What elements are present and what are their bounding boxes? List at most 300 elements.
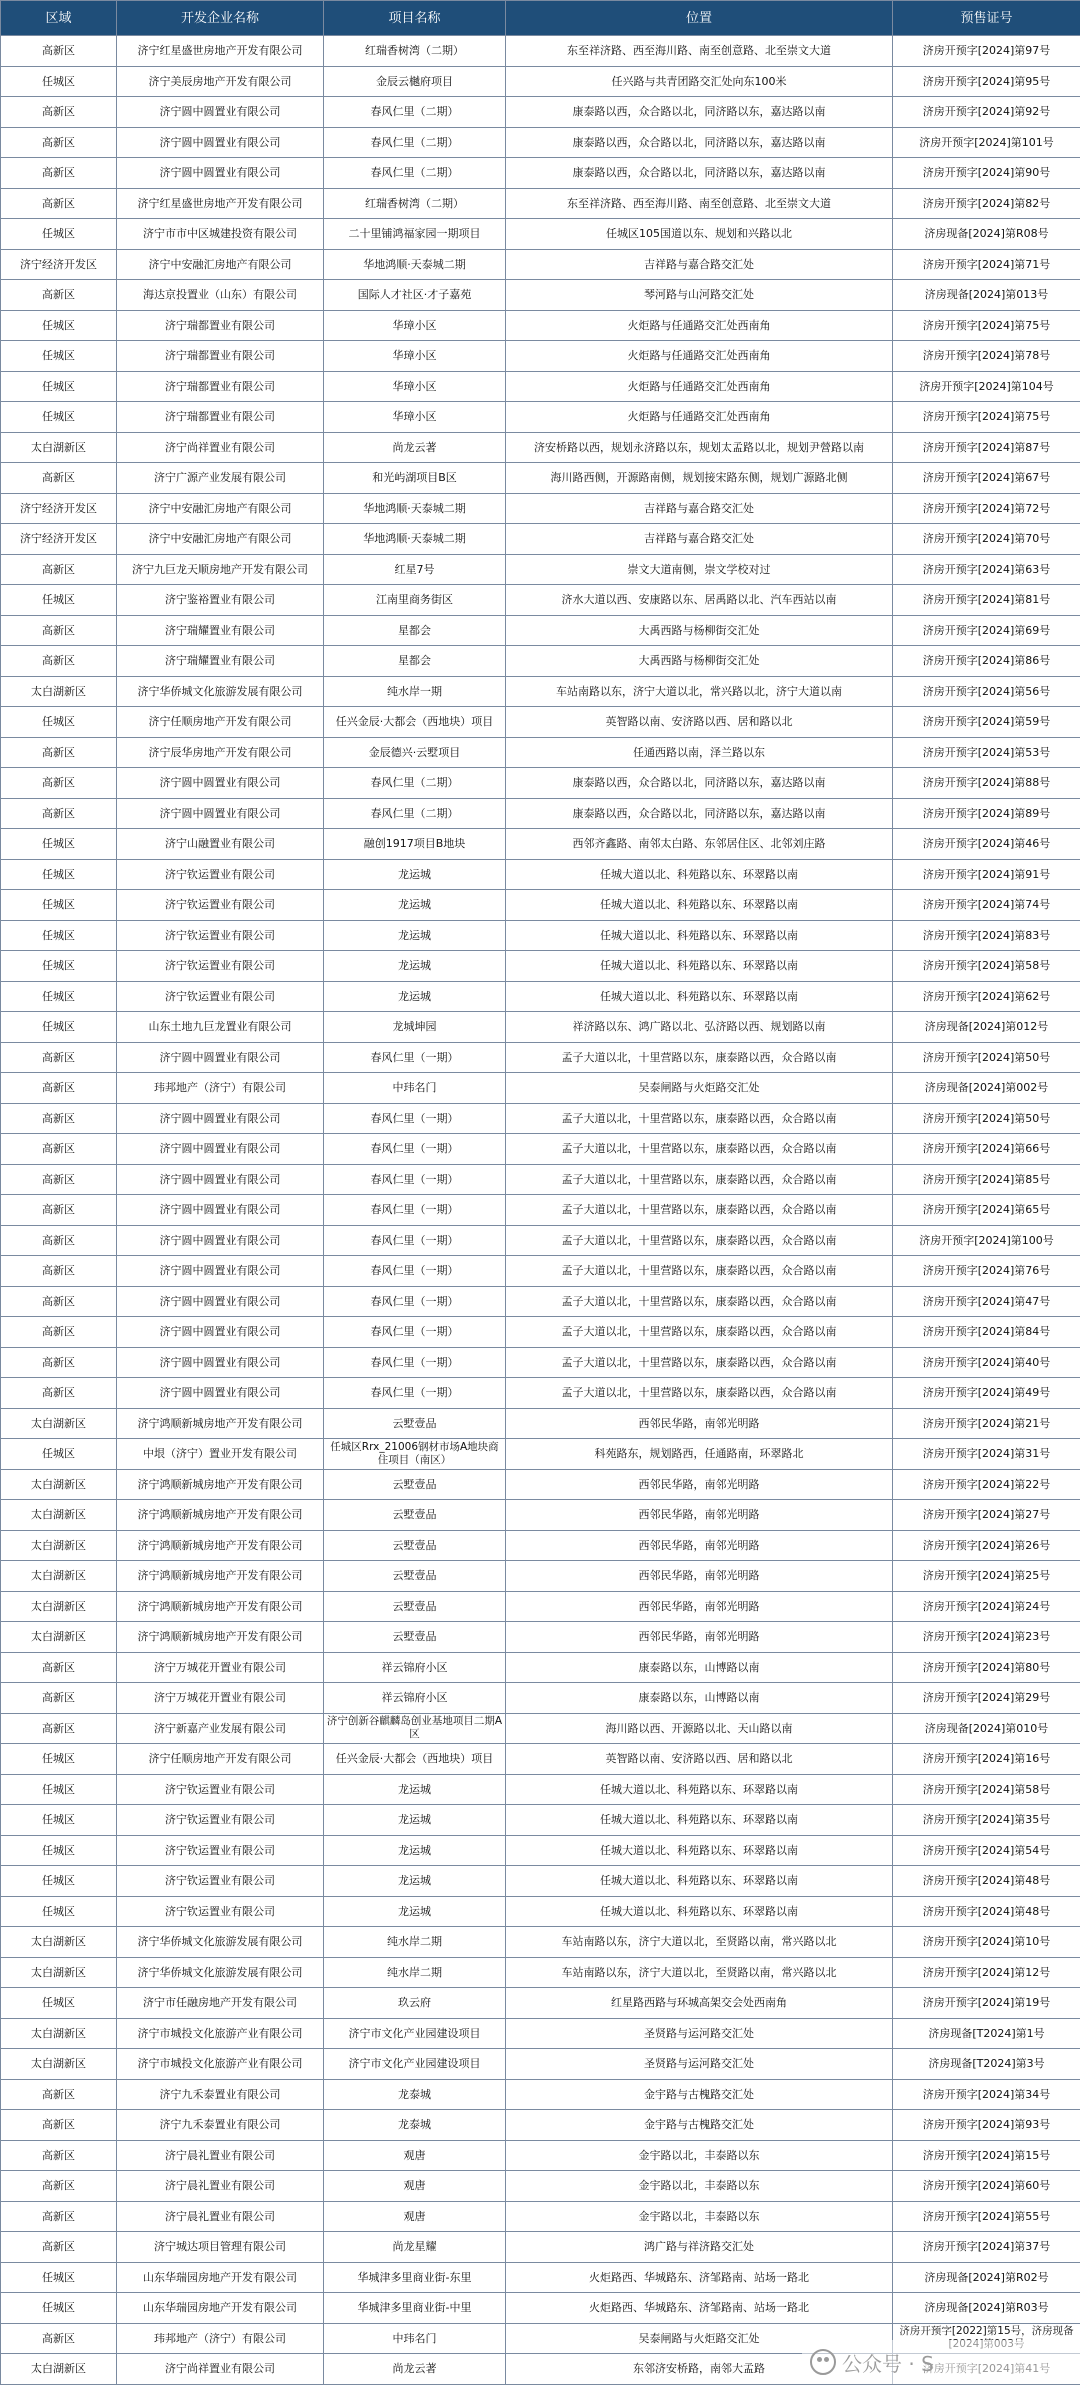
cell-location: 吉祥路与嘉合路交汇处 [506, 249, 893, 280]
cell-project: 华璋小区 [324, 371, 506, 402]
cell-district: 高新区 [1, 1347, 117, 1378]
cell-district: 高新区 [1, 1225, 117, 1256]
cell-permit: 济房开预字[2024]第67号 [893, 463, 1080, 494]
cell-location: 金宇路与古槐路交汇处 [506, 2079, 893, 2110]
cell-location: 圣贤路与运河路交汇处 [506, 2018, 893, 2049]
table-row [1, 890, 1080, 921]
table-row [1, 1378, 1080, 1409]
cell-location: 孟子大道以北，十里营路以东，康泰路以西，众合路以南 [506, 1103, 893, 1134]
cell-project: 纯水岸一期 [324, 676, 506, 707]
cell-developer: 济宁尚祥置业有限公司 [117, 2354, 324, 2385]
cell-permit: 济房开预字[2024]第71号 [893, 249, 1080, 280]
cell-project: 江南里商务街区 [324, 585, 506, 616]
cell-project: 云墅壹品 [324, 1408, 506, 1439]
cell-district: 高新区 [1, 646, 117, 677]
cell-district: 太白湖新区 [1, 2049, 117, 2080]
cell-developer: 济宁红星盛世房地产开发有限公司 [117, 188, 324, 219]
cell-district: 高新区 [1, 97, 117, 128]
cell-permit: 济房开预字[2024]第90号 [893, 158, 1080, 189]
cell-district: 任城区 [1, 951, 117, 982]
table-row [1, 2140, 1080, 2171]
cell-district: 任城区 [1, 371, 117, 402]
table-row [1, 951, 1080, 982]
cell-location: 火炬路西、华城路东、济邹路南、站场一路北 [506, 2262, 893, 2293]
table-row [1, 1866, 1080, 1897]
cell-district: 济宁经济开发区 [1, 493, 117, 524]
cell-district: 任城区 [1, 402, 117, 433]
table-row [1, 859, 1080, 890]
cell-project: 二十里铺鸿福家园一期项目 [324, 219, 506, 250]
cell-location: 孟子大道以北，十里营路以东，康泰路以西，众合路以南 [506, 1225, 893, 1256]
cell-location: 任城大道以北、科苑路以东、环翠路以南 [506, 1835, 893, 1866]
table-row [1, 829, 1080, 860]
table-row [1, 2293, 1080, 2324]
cell-developer: 玮邦地产（济宁）有限公司 [117, 2323, 324, 2354]
cell-permit: 济房开预字[2024]第10号 [893, 1927, 1080, 1958]
cell-district: 任城区 [1, 920, 117, 951]
cell-location: 火炬路与任通路交汇处西南角 [506, 371, 893, 402]
cell-developer: 济宁圆中圆置业有限公司 [117, 1195, 324, 1226]
cell-district: 高新区 [1, 1683, 117, 1714]
cell-project: 尚龙星耀 [324, 2232, 506, 2263]
cell-developer: 济宁瑞都置业有限公司 [117, 341, 324, 372]
table-row [1, 768, 1080, 799]
cell-district: 太白湖新区 [1, 1591, 117, 1622]
cell-developer: 山东土地九巨龙置业有限公司 [117, 1012, 324, 1043]
table-row [1, 1500, 1080, 1531]
table-row [1, 1317, 1080, 1348]
cell-project: 春风仁里（一期） [324, 1225, 506, 1256]
cell-developer: 济宁圆中圆置业有限公司 [117, 768, 324, 799]
table-row [1, 981, 1080, 1012]
cell-developer: 济宁圆中圆置业有限公司 [117, 127, 324, 158]
cell-permit: 济房开预字[2024]第25号 [893, 1561, 1080, 1592]
cell-permit: 济房开预字[2024]第92号 [893, 97, 1080, 128]
table-row [1, 554, 1080, 585]
table-row [1, 615, 1080, 646]
cell-developer: 济宁华侨城文化旅游发展有限公司 [117, 1957, 324, 1988]
cell-location: 崇文大道南侧，崇文学校对过 [506, 554, 893, 585]
cell-location: 任城区105国道以东、规划和兴路以北 [506, 219, 893, 250]
cell-location: 孟子大道以北，十里营路以东，康泰路以西，众合路以南 [506, 1317, 893, 1348]
cell-permit: 济房开预字[2024]第75号 [893, 402, 1080, 433]
cell-district: 太白湖新区 [1, 432, 117, 463]
cell-project: 祥云锦府小区 [324, 1683, 506, 1714]
cell-developer: 济宁钦运置业有限公司 [117, 981, 324, 1012]
cell-project: 任城区Rrx_21006钢材市场A地块商住项目（南区） [324, 1439, 506, 1470]
cell-developer: 济宁瑞耀置业有限公司 [117, 646, 324, 677]
cell-location: 任城大道以北、科苑路以东、环翠路以南 [506, 1866, 893, 1897]
cell-developer: 济宁圆中圆置业有限公司 [117, 1286, 324, 1317]
cell-permit: 济房开预字[2024]第101号 [893, 127, 1080, 158]
table-row [1, 371, 1080, 402]
table-header-row [1, 1, 1080, 36]
cell-project: 尚龙云著 [324, 432, 506, 463]
cell-district: 任城区 [1, 859, 117, 890]
cell-permit: 济房开预字[2024]第40号 [893, 1347, 1080, 1378]
table-row [1, 1103, 1080, 1134]
cell-permit: 济房现备[2024]第013号 [893, 280, 1080, 311]
watermark [802, 2340, 1080, 2384]
cell-permit: 济房开预字[2024]第86号 [893, 646, 1080, 677]
cell-permit: 济房开预字[2024]第58号 [893, 1774, 1080, 1805]
cell-location: 孟子大道以北，十里营路以东，康泰路以西，众合路以南 [506, 1256, 893, 1287]
cell-district: 高新区 [1, 1073, 117, 1104]
table-row [1, 127, 1080, 158]
cell-permit: 济房开预字[2024]第48号 [893, 1896, 1080, 1927]
cell-developer: 济宁万城花开置业有限公司 [117, 1683, 324, 1714]
cell-developer: 济宁城达项目管理有限公司 [117, 2232, 324, 2263]
cell-permit: 济房现备[2024]第012号 [893, 1012, 1080, 1043]
cell-location: 康泰路以西，众合路以北，同济路以东，嘉达路以南 [506, 158, 893, 189]
cell-location: 康泰路以东，山博路以南 [506, 1652, 893, 1683]
table-row [1, 2232, 1080, 2263]
table-row [1, 1927, 1080, 1958]
cell-project: 济宁市文化产业园建设项目 [324, 2049, 506, 2080]
cell-project: 春风仁里（一期） [324, 1378, 506, 1409]
cell-location: 康泰路以西，众合路以北，同济路以东，嘉达路以南 [506, 127, 893, 158]
cell-location: 车站南路以东，济宁大道以北，常兴路以北，济宁大道以南 [506, 676, 893, 707]
cell-developer: 济宁新嘉产业发展有限公司 [117, 1713, 324, 1744]
cell-developer: 济宁圆中圆置业有限公司 [117, 1134, 324, 1165]
table-row [1, 1286, 1080, 1317]
cell-project: 玖云府 [324, 1988, 506, 2019]
cell-district: 高新区 [1, 127, 117, 158]
cell-district: 任城区 [1, 2262, 117, 2293]
cell-permit: 济房开预字[2024]第89号 [893, 798, 1080, 829]
table-row [1, 1896, 1080, 1927]
cell-project: 春风仁里（一期） [324, 1042, 506, 1073]
cell-project: 华璋小区 [324, 310, 506, 341]
cell-location: 任城大道以北、科苑路以东、环翠路以南 [506, 981, 893, 1012]
cell-district: 高新区 [1, 280, 117, 311]
table-row [1, 1744, 1080, 1775]
cell-permit: 济房开预字[2024]第26号 [893, 1530, 1080, 1561]
cell-district: 任城区 [1, 219, 117, 250]
cell-developer: 济宁辰华房地产开发有限公司 [117, 737, 324, 768]
table-row [1, 1774, 1080, 1805]
cell-location: 火炬路与任通路交汇处西南角 [506, 402, 893, 433]
cell-location: 西邻齐鑫路、南邻太白路、东邻居住区、北邻刘庄路 [506, 829, 893, 860]
table-row [1, 1988, 1080, 2019]
cell-location: 琴河路与山河路交汇处 [506, 280, 893, 311]
cell-developer: 济宁瑞都置业有限公司 [117, 310, 324, 341]
table-row [1, 463, 1080, 494]
cell-project: 龙运城 [324, 920, 506, 951]
cell-location: 任城大道以北、科苑路以东、环翠路以南 [506, 859, 893, 890]
cell-location: 孟子大道以北，十里营路以东，康泰路以西，众合路以南 [506, 1347, 893, 1378]
cell-developer: 济宁圆中圆置业有限公司 [117, 1164, 324, 1195]
cell-developer: 济宁美辰房地产开发有限公司 [117, 66, 324, 97]
cell-location: 西邻民华路，南邻光明路 [506, 1469, 893, 1500]
header-location: 位置 [506, 1, 893, 36]
cell-permit: 济房开预字[2024]第16号 [893, 1744, 1080, 1775]
cell-project: 中玮名门 [324, 2323, 506, 2354]
cell-district: 高新区 [1, 2232, 117, 2263]
cell-project: 和光屿湖项目B区 [324, 463, 506, 494]
cell-permit: 济房开预字[2024]第22号 [893, 1469, 1080, 1500]
cell-district: 任城区 [1, 707, 117, 738]
table-row [1, 493, 1080, 524]
cell-location: 英智路以南、安济路以西、居和路以北 [506, 1744, 893, 1775]
cell-location: 祥济路以东、鸿广路以北、弘济路以西、规划路以南 [506, 1012, 893, 1043]
cell-location: 任城大道以北、科苑路以东、环翠路以南 [506, 951, 893, 982]
cell-developer: 济宁瑞耀置业有限公司 [117, 615, 324, 646]
table-row [1, 158, 1080, 189]
cell-district: 任城区 [1, 310, 117, 341]
cell-project: 春风仁里（二期） [324, 158, 506, 189]
cell-project: 龙运城 [324, 1774, 506, 1805]
cell-project: 华璋小区 [324, 341, 506, 372]
cell-developer: 济宁鸿顺新城房地产开发有限公司 [117, 1622, 324, 1653]
cell-location: 康泰路以西，众合路以北，同济路以东，嘉达路以南 [506, 768, 893, 799]
cell-project: 金辰云樾府项目 [324, 66, 506, 97]
cell-district: 任城区 [1, 1988, 117, 2019]
cell-project: 龙运城 [324, 981, 506, 1012]
cell-permit: 济房现备[T2024]第3号 [893, 2049, 1080, 2080]
cell-developer: 济宁中安融汇房地产有限公司 [117, 493, 324, 524]
cell-project: 龙泰城 [324, 2079, 506, 2110]
cell-location: 车站南路以东，济宁大道以北，至贤路以南，常兴路以北 [506, 1957, 893, 1988]
cell-location: 东至祥济路、西至海川路、南至创意路、北至崇文大道 [506, 36, 893, 67]
cell-district: 太白湖新区 [1, 2354, 117, 2385]
cell-developer: 济宁瑞都置业有限公司 [117, 402, 324, 433]
cell-district: 任城区 [1, 1744, 117, 1775]
cell-permit: 济房现备[2024]第010号 [893, 1713, 1080, 1744]
cell-developer: 济宁钦运置业有限公司 [117, 1774, 324, 1805]
cell-location: 任城大道以北、科苑路以东、环翠路以南 [506, 1896, 893, 1927]
cell-district: 高新区 [1, 2140, 117, 2171]
cell-developer: 济宁鸿顺新城房地产开发有限公司 [117, 1469, 324, 1500]
cell-project: 任兴金辰·大都会（西地块）项目 [324, 707, 506, 738]
cell-permit: 济房开预字[2024]第58号 [893, 951, 1080, 982]
cell-permit: 济房开预字[2024]第93号 [893, 2110, 1080, 2141]
cell-permit: 济房开预字[2024]第31号 [893, 1439, 1080, 1470]
cell-permit: 济房开预字[2024]第84号 [893, 1317, 1080, 1348]
cell-permit: 济房开预字[2024]第95号 [893, 66, 1080, 97]
cell-location: 吴泰闸路与火炬路交汇处 [506, 2323, 893, 2354]
cell-location: 康泰路以西，众合路以北，同济路以东，嘉达路以南 [506, 798, 893, 829]
cell-district: 任城区 [1, 341, 117, 372]
cell-location: 火炬路与任通路交汇处西南角 [506, 341, 893, 372]
cell-location: 西邻民华路，南邻光明路 [506, 1500, 893, 1531]
cell-location: 任通西路以南，泽兰路以东 [506, 737, 893, 768]
cell-permit: 济房开预字[2024]第91号 [893, 859, 1080, 890]
cell-permit: 济房开预字[2024]第66号 [893, 1134, 1080, 1165]
cell-developer: 济宁鸿顺新城房地产开发有限公司 [117, 1500, 324, 1531]
cell-project: 济宁市文化产业园建设项目 [324, 2018, 506, 2049]
cell-district: 济宁经济开发区 [1, 524, 117, 555]
cell-permit: 济房现备[2024]第R02号 [893, 2262, 1080, 2293]
cell-project: 华地鸿顺·天泰城二期 [324, 493, 506, 524]
cell-developer: 山东华瑞园房地产开发有限公司 [117, 2293, 324, 2324]
cell-permit: 济房开预字[2024]第21号 [893, 1408, 1080, 1439]
cell-district: 济宁经济开发区 [1, 249, 117, 280]
cell-project: 红瑞香树湾（二期） [324, 188, 506, 219]
cell-project: 龙运城 [324, 1805, 506, 1836]
cell-project: 济宁创新谷麒麟岛创业基地项目二期A区 [324, 1713, 506, 1744]
table-row [1, 798, 1080, 829]
table-row [1, 280, 1080, 311]
cell-district: 太白湖新区 [1, 1927, 117, 1958]
cell-developer: 济宁钦运置业有限公司 [117, 1896, 324, 1927]
cell-project: 华地鸿顺·天泰城二期 [324, 524, 506, 555]
cell-district: 任城区 [1, 890, 117, 921]
table-row [1, 646, 1080, 677]
cell-district: 高新区 [1, 158, 117, 189]
wechat-icon [810, 2349, 836, 2375]
table-row [1, 1439, 1080, 1470]
header-permit: 预售证号 [893, 1, 1080, 36]
table-row [1, 2262, 1080, 2293]
cell-location: 科苑路东，规划路西，任通路南，环翠路北 [506, 1439, 893, 1470]
cell-district: 任城区 [1, 1012, 117, 1043]
cell-district: 高新区 [1, 463, 117, 494]
cell-district: 高新区 [1, 188, 117, 219]
table-row [1, 1683, 1080, 1714]
cell-developer: 济宁九禾泰置业有限公司 [117, 2079, 324, 2110]
table-row [1, 188, 1080, 219]
cell-district: 高新区 [1, 1195, 117, 1226]
cell-project: 龙运城 [324, 1835, 506, 1866]
cell-project: 红星7号 [324, 554, 506, 585]
table-row [1, 1530, 1080, 1561]
cell-developer: 济宁钦运置业有限公司 [117, 951, 324, 982]
cell-location: 孟子大道以北，十里营路以东，康泰路以西，众合路以南 [506, 1378, 893, 1409]
cell-developer: 济宁瑞都置业有限公司 [117, 371, 324, 402]
table-row [1, 1408, 1080, 1439]
cell-developer: 济宁鸿顺新城房地产开发有限公司 [117, 1530, 324, 1561]
cell-project: 云墅壹品 [324, 1530, 506, 1561]
table-row [1, 585, 1080, 616]
cell-project: 融创1917项目B地块 [324, 829, 506, 860]
cell-permit: 济房开预字[2024]第24号 [893, 1591, 1080, 1622]
cell-project: 红瑞香树湾（二期） [324, 36, 506, 67]
cell-permit: 济房开预字[2024]第48号 [893, 1866, 1080, 1897]
cell-developer: 济宁圆中圆置业有限公司 [117, 1103, 324, 1134]
cell-district: 任城区 [1, 1896, 117, 1927]
cell-permit: 济房开预字[2024]第75号 [893, 310, 1080, 341]
cell-permit: 济房开预字[2024]第27号 [893, 1500, 1080, 1531]
cell-location: 金宇路以北，丰泰路以东 [506, 2140, 893, 2171]
cell-project: 华城津多里商业街-中里 [324, 2293, 506, 2324]
cell-project: 金辰德兴·云墅项目 [324, 737, 506, 768]
cell-location: 西邻民华路，南邻光明路 [506, 1530, 893, 1561]
table-row [1, 1957, 1080, 1988]
cell-developer: 济宁山融置业有限公司 [117, 829, 324, 860]
cell-project: 龙运城 [324, 890, 506, 921]
cell-project: 春风仁里（二期） [324, 97, 506, 128]
cell-project: 龙运城 [324, 1866, 506, 1897]
cell-location: 金宇路以北，丰泰路以东 [506, 2201, 893, 2232]
cell-project: 春风仁里（一期） [324, 1134, 506, 1165]
cell-permit: 济房开预字[2024]第63号 [893, 554, 1080, 585]
cell-permit: 济房现备[2024]第R08号 [893, 219, 1080, 250]
cell-developer: 济宁红星盛世房地产开发有限公司 [117, 36, 324, 67]
cell-location: 任城大道以北、科苑路以东、环翠路以南 [506, 890, 893, 921]
table-row [1, 1561, 1080, 1592]
cell-permit: 济房开预字[2024]第49号 [893, 1378, 1080, 1409]
cell-permit: 济房开预字[2024]第56号 [893, 676, 1080, 707]
cell-district: 任城区 [1, 1805, 117, 1836]
cell-permit: 济房开预字[2024]第19号 [893, 1988, 1080, 2019]
cell-permit: 济房开预字[2024]第76号 [893, 1256, 1080, 1287]
cell-project: 任兴金辰·大都会（西地块）项目 [324, 1744, 506, 1775]
cell-location: 孟子大道以北，十里营路以东，康泰路以西，众合路以南 [506, 1134, 893, 1165]
cell-location: 红星路西路与环城高架交会处西南角 [506, 1988, 893, 2019]
cell-permit: 济房开预字[2024]第15号 [893, 2140, 1080, 2171]
cell-project: 华地鸿顺·天泰城二期 [324, 249, 506, 280]
cell-project: 星都会 [324, 646, 506, 677]
cell-district: 太白湖新区 [1, 1622, 117, 1653]
cell-project: 云墅壹品 [324, 1622, 506, 1653]
cell-location: 西邻民华路，南邻光明路 [506, 1622, 893, 1653]
cell-project: 尚龙云著 [324, 2354, 506, 2385]
cell-permit: 济房开预字[2024]第34号 [893, 2079, 1080, 2110]
cell-location: 金宇路以北，丰泰路以东 [506, 2171, 893, 2202]
cell-project: 龙城坤园 [324, 1012, 506, 1043]
cell-project: 春风仁里（一期） [324, 1347, 506, 1378]
cell-district: 任城区 [1, 1439, 117, 1470]
cell-developer: 济宁圆中圆置业有限公司 [117, 1378, 324, 1409]
header-developer: 开发企业名称 [117, 1, 324, 36]
cell-permit: 济房开预字[2024]第82号 [893, 188, 1080, 219]
cell-project: 国际人才社区·才子嘉苑 [324, 280, 506, 311]
cell-developer: 济宁任顺房地产开发有限公司 [117, 1744, 324, 1775]
cell-project: 观唐 [324, 2140, 506, 2171]
cell-location: 任城大道以北、科苑路以东、环翠路以南 [506, 1805, 893, 1836]
cell-permit: 济房开预字[2024]第70号 [893, 524, 1080, 555]
cell-location: 圣贤路与运河路交汇处 [506, 2049, 893, 2080]
cell-location: 车站南路以东，济宁大道以北，至贤路以南，常兴路以北 [506, 1927, 893, 1958]
cell-developer: 济宁钦运置业有限公司 [117, 1835, 324, 1866]
cell-district: 任城区 [1, 829, 117, 860]
cell-permit: 济房开预字[2024]第104号 [893, 371, 1080, 402]
cell-location: 西邻民华路，南邻光明路 [506, 1591, 893, 1622]
cell-project: 龙运城 [324, 951, 506, 982]
table-row [1, 2201, 1080, 2232]
table-row [1, 2110, 1080, 2141]
cell-permit: 济房开预字[2024]第83号 [893, 920, 1080, 951]
table-row [1, 1073, 1080, 1104]
cell-district: 高新区 [1, 615, 117, 646]
table-row [1, 1835, 1080, 1866]
cell-district: 太白湖新区 [1, 1530, 117, 1561]
cell-developer: 济宁圆中圆置业有限公司 [117, 158, 324, 189]
cell-project: 观唐 [324, 2201, 506, 2232]
cell-developer: 济宁市市中区城建投资有限公司 [117, 219, 324, 250]
cell-district: 太白湖新区 [1, 1500, 117, 1531]
table-row [1, 1591, 1080, 1622]
cell-location: 孟子大道以北，十里营路以东，康泰路以西，众合路以南 [506, 1042, 893, 1073]
table-row [1, 1134, 1080, 1165]
cell-project: 春风仁里（二期） [324, 127, 506, 158]
cell-location: 任兴路与共青团路交汇处向东100米 [506, 66, 893, 97]
cell-project: 春风仁里（一期） [324, 1195, 506, 1226]
cell-developer: 济宁鸿顺新城房地产开发有限公司 [117, 1561, 324, 1592]
cell-district: 高新区 [1, 1713, 117, 1744]
cell-location: 东至祥济路、西至海川路、南至创意路、北至崇文大道 [506, 188, 893, 219]
cell-district: 高新区 [1, 36, 117, 67]
cell-location: 东邻济安桥路，南邻大孟路 [506, 2354, 893, 2385]
table-row [1, 36, 1080, 67]
cell-district: 高新区 [1, 1652, 117, 1683]
cell-district: 高新区 [1, 2201, 117, 2232]
cell-district: 高新区 [1, 1042, 117, 1073]
header-project: 项目名称 [324, 1, 506, 36]
table-row [1, 1225, 1080, 1256]
cell-district: 高新区 [1, 737, 117, 768]
